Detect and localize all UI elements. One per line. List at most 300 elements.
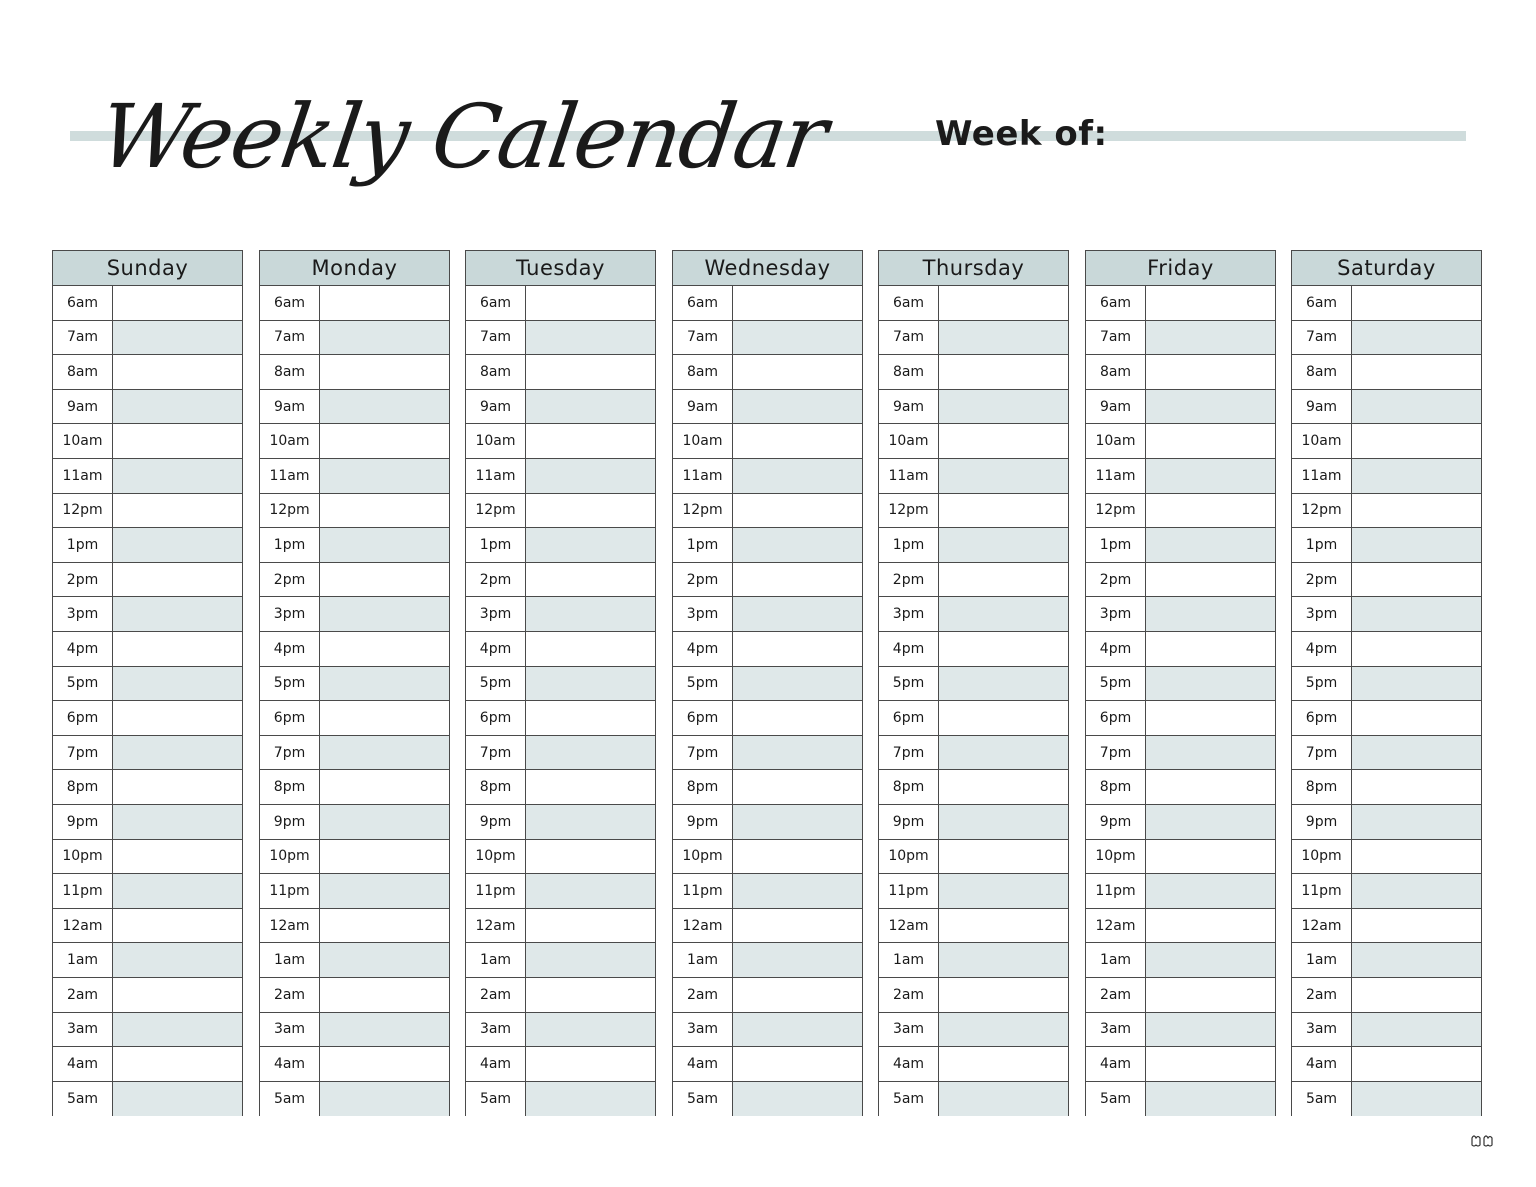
entry-field[interactable]: [733, 1082, 862, 1117]
entry-field[interactable]: [113, 355, 242, 389]
entry-field[interactable]: [939, 390, 1068, 424]
entry-field[interactable]: [113, 736, 242, 770]
time-slot-row: [673, 978, 862, 1013]
entry-field[interactable]: [733, 286, 862, 320]
entry-field[interactable]: [1146, 770, 1275, 804]
time-slot-row: [673, 667, 862, 702]
time-slot-row: [673, 424, 862, 459]
time-slot-row: [53, 874, 242, 909]
time-slot-row: [1086, 736, 1275, 771]
time-label: 10am: [673, 424, 733, 458]
time-label: 5am: [1086, 1082, 1146, 1117]
time-slot-row: [466, 805, 655, 840]
entry-field[interactable]: [1146, 390, 1275, 424]
entry-field[interactable]: [939, 321, 1068, 355]
time-label: 12pm: [879, 494, 939, 528]
time-slot-row: [673, 840, 862, 875]
entry-field[interactable]: [1352, 770, 1481, 804]
entry-field[interactable]: [1352, 459, 1481, 493]
entry-field[interactable]: [526, 424, 655, 458]
entry-field[interactable]: [733, 874, 862, 908]
time-slot-row: [1292, 355, 1481, 390]
entry-field[interactable]: [733, 943, 862, 977]
entry-field[interactable]: [1146, 874, 1275, 908]
entry-field[interactable]: [320, 943, 449, 977]
entry-field[interactable]: [320, 770, 449, 804]
entry-field[interactable]: [939, 563, 1068, 597]
time-label: 8pm: [260, 770, 320, 804]
entry-field[interactable]: [1352, 943, 1481, 977]
entry-field[interactable]: [320, 528, 449, 562]
time-slot-row: [1292, 321, 1481, 356]
entry-field[interactable]: [939, 943, 1068, 977]
time-slot-row: [1292, 632, 1481, 667]
entry-field[interactable]: [320, 840, 449, 874]
time-label: 4am: [53, 1047, 113, 1081]
entry-field[interactable]: [733, 701, 862, 735]
time-label: 7am: [1086, 321, 1146, 355]
entry-field[interactable]: [939, 355, 1068, 389]
entry-field[interactable]: [113, 874, 242, 908]
entry-field[interactable]: [113, 805, 242, 839]
time-label: 2pm: [466, 563, 526, 597]
day-header: Sunday: [53, 251, 242, 286]
time-slot-row: [1086, 424, 1275, 459]
entry-field[interactable]: [733, 355, 862, 389]
time-slot-row: [1086, 909, 1275, 944]
time-label: 10am: [53, 424, 113, 458]
time-label: 12pm: [1292, 494, 1352, 528]
entry-field[interactable]: [1352, 632, 1481, 666]
entry-field[interactable]: [113, 632, 242, 666]
entry-field[interactable]: [320, 874, 449, 908]
entry-field[interactable]: [113, 701, 242, 735]
entry-field[interactable]: [733, 805, 862, 839]
time-slot-row: [260, 321, 449, 356]
time-slot-row: [466, 597, 655, 632]
time-slot-row: [466, 563, 655, 598]
time-label: 4am: [1292, 1047, 1352, 1081]
time-slot-row: [673, 701, 862, 736]
time-label: 3am: [53, 1013, 113, 1047]
entry-field[interactable]: [939, 1082, 1068, 1117]
entry-field[interactable]: [733, 667, 862, 701]
entry-field[interactable]: [1352, 701, 1481, 735]
time-slot-row: [53, 459, 242, 494]
entry-field[interactable]: [1146, 701, 1275, 735]
entry-field[interactable]: [939, 874, 1068, 908]
entry-field[interactable]: [526, 1047, 655, 1081]
entry-field[interactable]: [1146, 1013, 1275, 1047]
time-slot-row: [1086, 563, 1275, 598]
entry-field[interactable]: [1352, 1082, 1481, 1117]
entry-field[interactable]: [1352, 286, 1481, 320]
time-slot-row: [53, 943, 242, 978]
entry-field[interactable]: [526, 770, 655, 804]
entry-field[interactable]: [526, 805, 655, 839]
entry-field[interactable]: [1352, 390, 1481, 424]
entry-field[interactable]: [320, 286, 449, 320]
entry-field[interactable]: [939, 909, 1068, 943]
entry-field[interactable]: [939, 632, 1068, 666]
entry-field[interactable]: [526, 563, 655, 597]
time-label: 11am: [673, 459, 733, 493]
entry-field[interactable]: [733, 390, 862, 424]
entry-field[interactable]: [1352, 494, 1481, 528]
time-slot-row: [879, 1013, 1068, 1048]
entry-field[interactable]: [526, 459, 655, 493]
time-slot-row: [673, 632, 862, 667]
entry-field[interactable]: [1146, 563, 1275, 597]
entry-field[interactable]: [733, 563, 862, 597]
entry-field[interactable]: [320, 978, 449, 1012]
time-slot-row: [879, 978, 1068, 1013]
entry-field[interactable]: [320, 424, 449, 458]
entry-field[interactable]: [526, 1082, 655, 1117]
entry-field[interactable]: [320, 597, 449, 631]
entry-field[interactable]: [320, 321, 449, 355]
entry-field[interactable]: [1146, 840, 1275, 874]
time-slot-row: [260, 424, 449, 459]
entry-field[interactable]: [320, 1082, 449, 1117]
time-slot-row: [879, 286, 1068, 321]
time-label: 4am: [260, 1047, 320, 1081]
time-label: 11pm: [1292, 874, 1352, 908]
day-header: Saturday: [1292, 251, 1481, 286]
entry-field[interactable]: [526, 978, 655, 1012]
entry-field[interactable]: [939, 978, 1068, 1012]
time-label: 1am: [53, 943, 113, 977]
entry-field[interactable]: [939, 1013, 1068, 1047]
entry-field[interactable]: [320, 563, 449, 597]
time-label: 10pm: [466, 840, 526, 874]
entry-field[interactable]: [1146, 667, 1275, 701]
entry-field[interactable]: [320, 1047, 449, 1081]
entry-field[interactable]: [1352, 597, 1481, 631]
time-slot-row: [260, 597, 449, 632]
entry-field[interactable]: [320, 1013, 449, 1047]
time-label: 11am: [1292, 459, 1352, 493]
entry-field[interactable]: [526, 943, 655, 977]
entry-field[interactable]: [113, 943, 242, 977]
time-slot-row: [466, 909, 655, 944]
time-slot-row: [879, 1082, 1068, 1117]
time-slot-row: [673, 736, 862, 771]
day-header: Wednesday: [673, 251, 862, 286]
entry-field[interactable]: [733, 909, 862, 943]
time-label: 8pm: [1086, 770, 1146, 804]
time-label: 3pm: [260, 597, 320, 631]
time-label: 2pm: [1086, 563, 1146, 597]
entry-field[interactable]: [113, 563, 242, 597]
time-label: 2am: [466, 978, 526, 1012]
time-slot-row: [879, 528, 1068, 563]
entry-field[interactable]: [113, 667, 242, 701]
time-label: 3am: [1086, 1013, 1146, 1047]
entry-field[interactable]: [526, 701, 655, 735]
time-slot-row: [466, 528, 655, 563]
entry-field[interactable]: [320, 805, 449, 839]
time-slot-row: [673, 805, 862, 840]
entry-field[interactable]: [113, 840, 242, 874]
entry-field[interactable]: [1352, 667, 1481, 701]
time-slot-row: [1292, 701, 1481, 736]
entry-field[interactable]: [526, 874, 655, 908]
time-label: 9pm: [879, 805, 939, 839]
entry-field[interactable]: [526, 632, 655, 666]
time-slot-row: [673, 1082, 862, 1117]
time-slot-row: [260, 667, 449, 702]
entry-field[interactable]: [526, 286, 655, 320]
time-label: 7am: [260, 321, 320, 355]
time-slot-row: [1086, 632, 1275, 667]
time-label: 11am: [879, 459, 939, 493]
time-label: 1am: [1292, 943, 1352, 977]
time-slot-row: [879, 874, 1068, 909]
entry-field[interactable]: [526, 597, 655, 631]
entry-field[interactable]: [733, 1013, 862, 1047]
time-slot-row: [1292, 736, 1481, 771]
entry-field[interactable]: [320, 667, 449, 701]
entry-field[interactable]: [526, 909, 655, 943]
time-label: 12am: [53, 909, 113, 943]
time-label: 12am: [1292, 909, 1352, 943]
entry-field[interactable]: [113, 528, 242, 562]
entry-field[interactable]: [1352, 528, 1481, 562]
time-label: 2am: [1086, 978, 1146, 1012]
entry-field[interactable]: [733, 597, 862, 631]
entry-field[interactable]: [1352, 874, 1481, 908]
time-slot-row: [260, 943, 449, 978]
time-slot-row: [1086, 528, 1275, 563]
entry-field[interactable]: [1146, 1047, 1275, 1081]
entry-field[interactable]: [320, 909, 449, 943]
time-label: 9pm: [466, 805, 526, 839]
entry-field[interactable]: [1146, 494, 1275, 528]
time-label: 12am: [466, 909, 526, 943]
entry-field[interactable]: [526, 321, 655, 355]
entry-field[interactable]: [1352, 978, 1481, 1012]
entry-field[interactable]: [1352, 805, 1481, 839]
time-slot-row: [1292, 874, 1481, 909]
time-label: 6pm: [1292, 701, 1352, 735]
entry-field[interactable]: [320, 459, 449, 493]
entry-field[interactable]: [733, 978, 862, 1012]
time-label: 11am: [466, 459, 526, 493]
printabulls-logo-icon: [1462, 1134, 1502, 1160]
time-slot-row: [466, 321, 655, 356]
time-slot-row: [466, 1082, 655, 1117]
entry-field[interactable]: [1146, 736, 1275, 770]
time-slot-row: [53, 1047, 242, 1082]
time-label: 9am: [1292, 390, 1352, 424]
entry-field[interactable]: [1352, 321, 1481, 355]
time-slot-row: [879, 321, 1068, 356]
time-slot-row: [53, 424, 242, 459]
entry-field[interactable]: [1352, 355, 1481, 389]
day-column-wednesday: [672, 250, 863, 1116]
time-slot-row: [466, 840, 655, 875]
day-header: Friday: [1086, 251, 1275, 286]
entry-field[interactable]: [113, 459, 242, 493]
entry-field[interactable]: [113, 390, 242, 424]
entry-field[interactable]: [526, 667, 655, 701]
time-slot-row: [879, 424, 1068, 459]
time-slot-row: [673, 909, 862, 944]
entry-field[interactable]: [526, 528, 655, 562]
entry-field[interactable]: [939, 701, 1068, 735]
time-slot-row: [879, 667, 1068, 702]
entry-field[interactable]: [1352, 424, 1481, 458]
entry-field[interactable]: [939, 424, 1068, 458]
time-label: 2pm: [53, 563, 113, 597]
entry-field[interactable]: [733, 1047, 862, 1081]
entry-field[interactable]: [1352, 563, 1481, 597]
entry-field[interactable]: [939, 667, 1068, 701]
entry-field[interactable]: [939, 494, 1068, 528]
day-column-saturday: [1291, 250, 1482, 1116]
entry-field[interactable]: [733, 494, 862, 528]
entry-field[interactable]: [320, 701, 449, 735]
entry-field[interactable]: [1146, 632, 1275, 666]
time-slot-row: [1292, 390, 1481, 425]
entry-field[interactable]: [1352, 1013, 1481, 1047]
entry-field[interactable]: [939, 770, 1068, 804]
entry-field[interactable]: [113, 424, 242, 458]
day-header: Tuesday: [466, 251, 655, 286]
time-label: 6pm: [1086, 701, 1146, 735]
entry-field[interactable]: [526, 1013, 655, 1047]
entry-field[interactable]: [1146, 943, 1275, 977]
entry-field[interactable]: [1352, 736, 1481, 770]
time-slot-row: [879, 1047, 1068, 1082]
entry-field[interactable]: [733, 770, 862, 804]
time-label: 2am: [879, 978, 939, 1012]
time-slot-row: [260, 494, 449, 529]
entry-field[interactable]: [733, 840, 862, 874]
entry-field[interactable]: [113, 909, 242, 943]
entry-field[interactable]: [113, 770, 242, 804]
entry-field[interactable]: [733, 632, 862, 666]
entry-field[interactable]: [733, 736, 862, 770]
time-slot-row: [260, 770, 449, 805]
entry-field[interactable]: [526, 390, 655, 424]
entry-field[interactable]: [526, 736, 655, 770]
entry-field[interactable]: [113, 286, 242, 320]
page-title: Weekly Calendar: [93, 85, 832, 188]
entry-field[interactable]: [320, 355, 449, 389]
entry-field[interactable]: [1146, 1082, 1275, 1117]
time-label: 3pm: [53, 597, 113, 631]
entry-field[interactable]: [320, 736, 449, 770]
entry-field[interactable]: [1146, 459, 1275, 493]
entry-field[interactable]: [113, 1013, 242, 1047]
time-label: 11am: [53, 459, 113, 493]
entry-field[interactable]: [939, 459, 1068, 493]
time-label: 10am: [466, 424, 526, 458]
entry-field[interactable]: [1352, 909, 1481, 943]
time-label: 4am: [1086, 1047, 1146, 1081]
time-label: 3pm: [466, 597, 526, 631]
time-slot-row: [1086, 459, 1275, 494]
time-label: 3am: [466, 1013, 526, 1047]
time-label: 7pm: [260, 736, 320, 770]
entry-field[interactable]: [320, 390, 449, 424]
time-label: 2am: [1292, 978, 1352, 1012]
entry-field[interactable]: [1146, 355, 1275, 389]
entry-field[interactable]: [733, 528, 862, 562]
time-slot-row: [466, 459, 655, 494]
entry-field[interactable]: [939, 1047, 1068, 1081]
time-label: 5pm: [260, 667, 320, 701]
entry-field[interactable]: [113, 1082, 242, 1117]
entry-field[interactable]: [939, 528, 1068, 562]
time-label: 2am: [673, 978, 733, 1012]
entry-field[interactable]: [113, 1047, 242, 1081]
time-label: 8am: [53, 355, 113, 389]
entry-field[interactable]: [526, 840, 655, 874]
time-label: 6pm: [879, 701, 939, 735]
entry-field[interactable]: [526, 494, 655, 528]
time-label: 4am: [466, 1047, 526, 1081]
time-label: 3am: [1292, 1013, 1352, 1047]
time-slot-row: [260, 1082, 449, 1117]
entry-field[interactable]: [113, 321, 242, 355]
entry-field[interactable]: [733, 321, 862, 355]
entry-field[interactable]: [1146, 321, 1275, 355]
entry-field[interactable]: [1146, 597, 1275, 631]
time-label: 2am: [260, 978, 320, 1012]
time-label: 12am: [1086, 909, 1146, 943]
entry-field[interactable]: [1146, 286, 1275, 320]
entry-field[interactable]: [1146, 805, 1275, 839]
entry-field[interactable]: [939, 597, 1068, 631]
entry-field[interactable]: [113, 597, 242, 631]
time-label: 1am: [879, 943, 939, 977]
time-slot-row: [466, 632, 655, 667]
entry-field[interactable]: [1352, 840, 1481, 874]
time-slot-row: [53, 909, 242, 944]
entry-field[interactable]: [1146, 909, 1275, 943]
entry-field[interactable]: [1352, 1047, 1481, 1081]
entry-field[interactable]: [939, 840, 1068, 874]
time-label: 7am: [466, 321, 526, 355]
entry-field[interactable]: [733, 459, 862, 493]
entry-field[interactable]: [113, 494, 242, 528]
time-slot-row: [53, 667, 242, 702]
entry-field[interactable]: [733, 424, 862, 458]
entry-field[interactable]: [939, 286, 1068, 320]
time-label: 7pm: [673, 736, 733, 770]
entry-field[interactable]: [939, 805, 1068, 839]
entry-field[interactable]: [113, 978, 242, 1012]
time-slot-row: [260, 459, 449, 494]
time-slot-row: [466, 978, 655, 1013]
time-label: 7pm: [466, 736, 526, 770]
time-label: 11am: [260, 459, 320, 493]
entry-field[interactable]: [1146, 528, 1275, 562]
entry-field[interactable]: [1146, 424, 1275, 458]
entry-field[interactable]: [320, 632, 449, 666]
entry-field[interactable]: [939, 736, 1068, 770]
entry-field[interactable]: [526, 355, 655, 389]
time-label: 9am: [466, 390, 526, 424]
time-label: 3pm: [673, 597, 733, 631]
entry-field[interactable]: [1146, 978, 1275, 1012]
time-slot-row: [466, 1047, 655, 1082]
time-slot-row: [1292, 840, 1481, 875]
entry-field[interactable]: [320, 494, 449, 528]
